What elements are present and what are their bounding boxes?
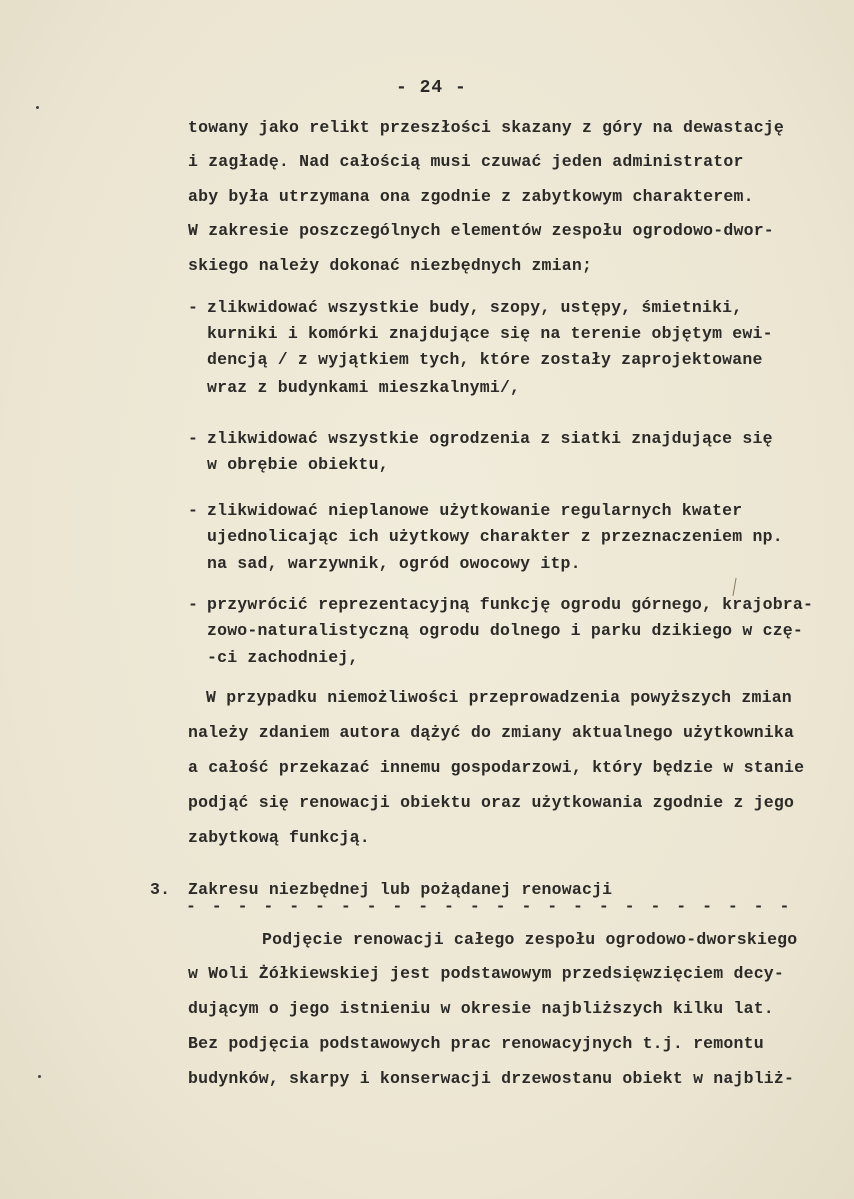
text-line: Podjęcie renowacji całego zespołu ogrodowo-dworskiego xyxy=(262,930,798,949)
text-line: budynków, skarpy i konserwacji drzewostanu obiekt w najbliż- xyxy=(188,1069,795,1088)
text-line: dującym o jego istnieniu w okresie najbliższych kilku lat. xyxy=(188,999,774,1018)
text-line: skiego należy dokonać niezbędnych zmian; xyxy=(188,256,593,275)
bullet-line: na sad, warzywnik, ogród owocowy itp. xyxy=(207,554,581,573)
bullet-line: przywrócić reprezentacyjną funkcję ogrodu górnego, krajobra- xyxy=(207,595,814,614)
text-line: i zagładę. Nad całością musi czuwać jeden administrator xyxy=(188,152,744,171)
text-line: W przypadku niemożliwości przeprowadzenia powyższych zmian xyxy=(206,688,792,707)
bullet-line: w obrębie obiektu, xyxy=(207,455,389,474)
text-line: towany jako relikt przeszłości skazany z góry na dewastację xyxy=(188,118,784,137)
text-line: aby była utrzymana ona zgodnie z zabytkowym charakterem. xyxy=(188,187,754,206)
bullet-line: dencją / z wyjątkiem tych, które zostały zaprojektowane xyxy=(207,350,763,369)
binding-hole-mark xyxy=(38,1075,41,1078)
page-number: - 24 - xyxy=(396,78,467,98)
bullet-marker: - xyxy=(188,298,199,317)
bullet-line: -ci zachodniej, xyxy=(207,648,359,667)
pencil-mark xyxy=(732,578,736,596)
bullet-line: zlikwidować wszystkie budy, szopy, ustępy, śmietniki, xyxy=(207,298,743,317)
bullet-line: ujednolicając ich użytkowy charakter z przeznaczeniem np. xyxy=(207,527,783,546)
binding-hole-mark xyxy=(36,106,39,109)
text-line: w Woli Żółkiewskiej jest podstawowym przedsięwzięciem decy- xyxy=(188,964,784,983)
bullet-marker: - xyxy=(188,595,199,614)
text-line: W zakresie poszczególnych elementów zespołu ogrodowo-dwor- xyxy=(188,221,774,240)
bullet-line: kurniki i komórki znajdujące się na terenie objętym ewi- xyxy=(207,324,773,343)
text-line: Bez podjęcia podstawowych prac renowacyjnych t.j. remontu xyxy=(188,1034,764,1053)
bullet-line: zowo-naturalistyczną ogrodu dolnego i parku dzikiego w czę- xyxy=(207,621,803,640)
bullet-marker: - xyxy=(188,501,199,520)
text-line: a całość przekazać innemu gospodarzowi, który będzie w stanie xyxy=(188,758,805,777)
bullet-marker: - xyxy=(188,429,199,448)
text-line: zabytkową funkcją. xyxy=(188,828,370,847)
bullet-line: zlikwidować wszystkie ogrodzenia z siatki znajdujące się xyxy=(207,429,773,448)
bullet-line: wraz z budynkami mieszkalnymi/, xyxy=(207,378,521,397)
section-underline: - - - - - - - - - - - - - - - - - - - - - - - - xyxy=(186,897,793,916)
section-number: 3. xyxy=(150,880,171,899)
text-line: podjąć się renowacji obiektu oraz użytkowania zgodnie z jego xyxy=(188,793,795,812)
section-title: Zakresu niezbędnej lub pożądanej renowacji xyxy=(188,880,613,899)
text-line: należy zdaniem autora dążyć do zmiany aktualnego użytkownika xyxy=(188,723,795,742)
bullet-line: zlikwidować nieplanowe użytkowanie regularnych kwater xyxy=(207,501,743,520)
